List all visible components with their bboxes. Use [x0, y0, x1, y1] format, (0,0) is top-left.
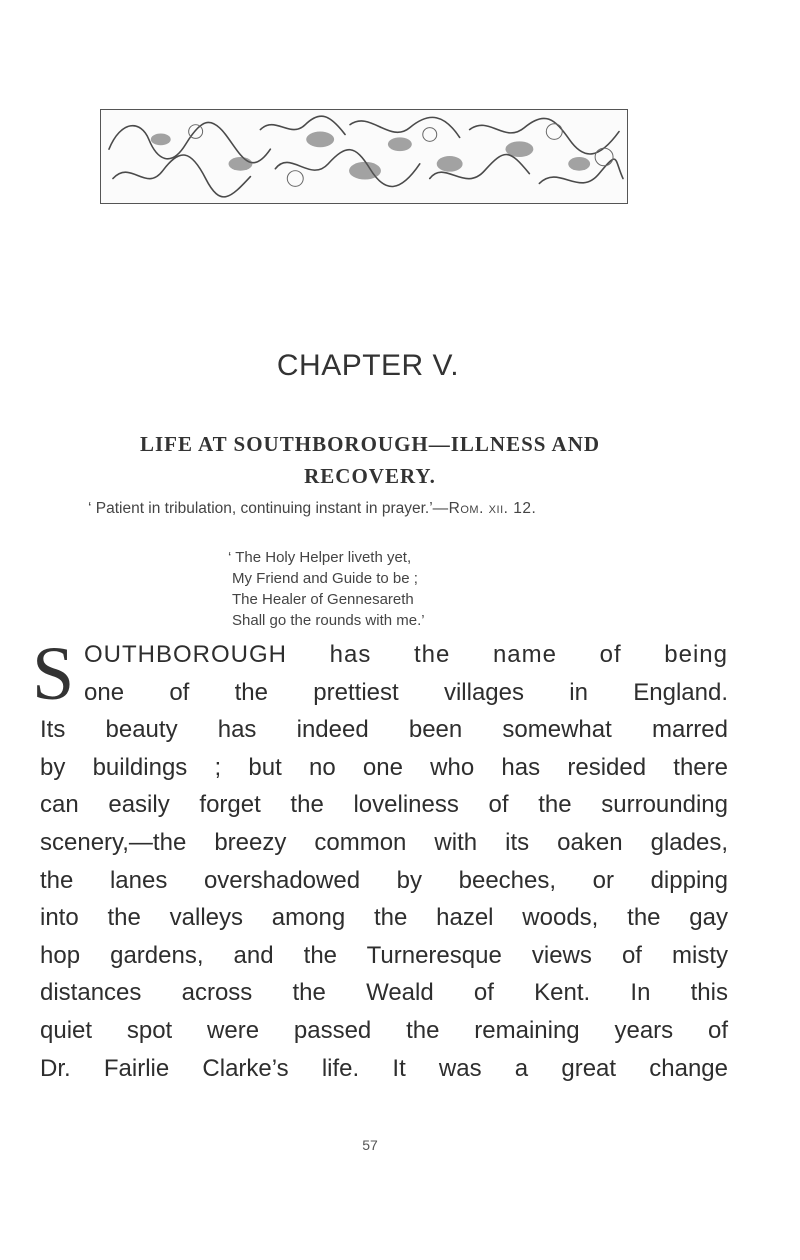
body-line: by buildings ; but no one who has resided there: [40, 753, 728, 781]
chapter-subtitle-line: RECOVERY.: [304, 464, 436, 488]
body-line: hop gardens, and the Turneresque views of misty: [40, 941, 728, 969]
epigraph-reference: —Rom. xii. 12.: [432, 500, 537, 517]
body-line: Its beauty has indeed been somewhat marred: [40, 716, 728, 744]
floral-headpiece-ornament-icon: [100, 109, 628, 204]
epigraph-quote: ‘ Patient in tribulation, continuing instant in prayer.’: [88, 500, 433, 517]
body-line: can easily forget the loveliness of the surrounding: [40, 791, 728, 819]
page-number: 57: [362, 1137, 378, 1153]
body-line: one of the prettiest villages in England.: [84, 678, 728, 706]
body-line: into the valleys among the hazel woods, the gay: [40, 904, 728, 932]
body-paragraph: [40, 636, 728, 1087]
body-line: the lanes overshadowed by beeches, or dipping: [40, 866, 728, 894]
chapter-subtitle: [70, 428, 670, 492]
body-line: Dr. Fairlie Clarke’s life. It was a great change: [40, 1054, 728, 1082]
body-line: quiet spot were passed the remaining years of: [40, 1016, 728, 1044]
body-line: OUTHBOROUGH has the name of being: [84, 641, 728, 668]
chapter-heading: CHAPTER V.: [276, 349, 460, 382]
headpiece-drawing: [101, 110, 627, 203]
drop-cap: S: [32, 632, 75, 716]
verse-quote: [228, 547, 425, 631]
chapter-subtitle-line: LIFE AT SOUTHBOROUGH—ILLNESS AND: [139, 432, 601, 456]
verse-line: ‘ The Holy Helper liveth yet,: [228, 549, 412, 566]
body-line: distances across the Weald of Kent. In this: [40, 979, 728, 1007]
verse-line: The Healer of Gennesareth: [232, 591, 414, 608]
epigraph: [88, 500, 708, 518]
body-line: scenery,—the breezy common with its oaken glades,: [40, 828, 728, 856]
verse-line: Shall go the rounds with me.’: [232, 612, 425, 629]
verse-line: My Friend and Guide to be ;: [232, 570, 418, 587]
